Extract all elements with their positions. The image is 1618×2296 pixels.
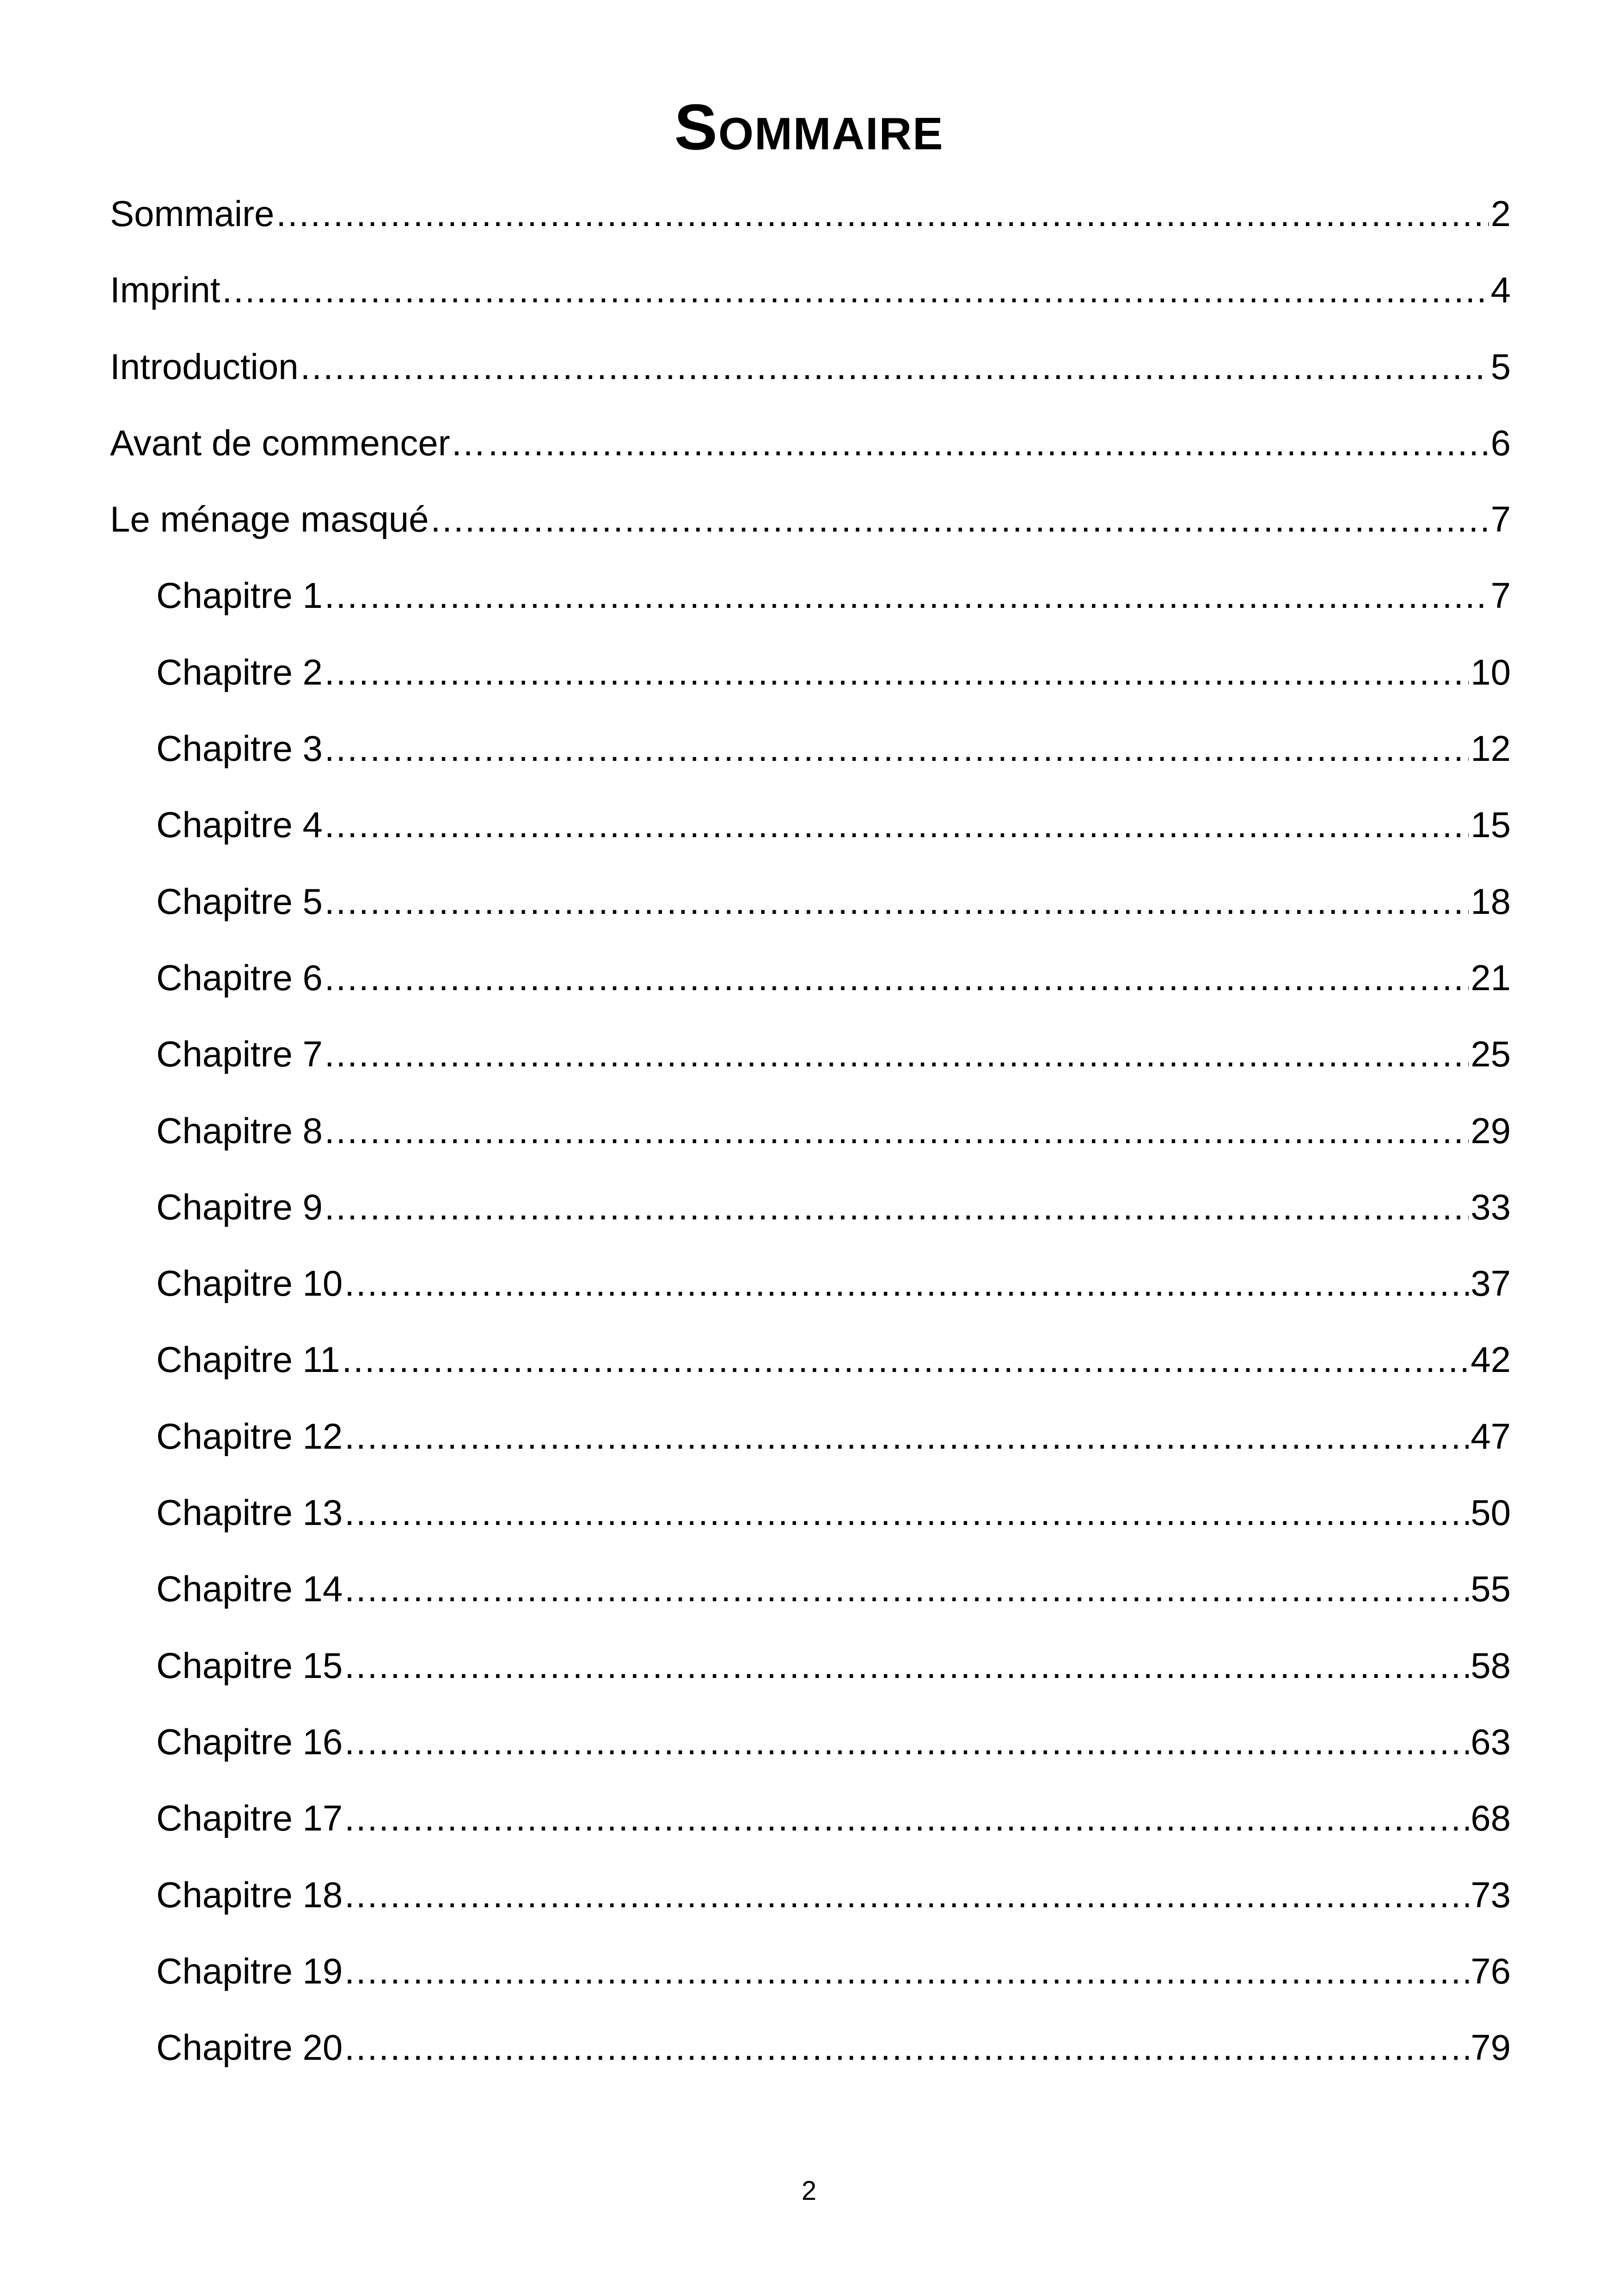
toc-dot-leader: [344, 1560, 1469, 1618]
toc-dot-leader: [344, 1637, 1469, 1695]
toc-entry-label: Le ménage masqué: [110, 499, 429, 540]
toc-entry[interactable]: [110, 1178, 1511, 1255]
toc-dot-leader: [488, 414, 1489, 472]
toc-entry-page-number: 79: [1471, 2027, 1511, 2068]
toc-entry-label: Chapitre 12: [156, 1415, 343, 1457]
page-title: Sommaire: [674, 91, 944, 163]
toc-entry-label: Introduction: [110, 346, 299, 387]
toc-entry-page-number: 18: [1471, 881, 1511, 922]
toc-entry[interactable]: [110, 414, 1511, 490]
toc-entry[interactable]: [110, 949, 1511, 1025]
toc-entry-label: Chapitre 19: [156, 1950, 343, 1991]
toc-dot-leader: [325, 949, 1469, 1007]
toc-dot-leader: [344, 1866, 1469, 1924]
toc-dot-leader: [325, 1102, 1469, 1160]
toc-entry[interactable]: [110, 1408, 1511, 1484]
toc-entry-page-number: 6: [1490, 422, 1511, 463]
toc-dot-leader: [300, 338, 1489, 396]
toc-entry[interactable]: [110, 490, 1511, 567]
toc-entry-page-number: 4: [1490, 269, 1511, 311]
toc-entry-page-number: 12: [1471, 728, 1511, 769]
toc-entry[interactable]: [110, 567, 1511, 643]
toc-dot-leader: [222, 261, 1489, 319]
toc-dot-leader: [344, 1408, 1469, 1465]
toc-entry-page-number: 33: [1471, 1186, 1511, 1227]
toc-dot-leader: [325, 567, 1489, 625]
toc-entry[interactable]: [110, 1866, 1511, 1942]
toc-entry[interactable]: [110, 1255, 1511, 1331]
toc-dot-leader: [430, 490, 1489, 548]
toc-dot-leader: [344, 1789, 1469, 1847]
toc-entry[interactable]: [110, 1025, 1511, 1102]
page-number: 2: [801, 2176, 817, 2206]
table-of-contents: [110, 185, 1511, 2095]
toc-entry-page-number: 73: [1471, 1874, 1511, 1915]
toc-dot-leader: [344, 1713, 1469, 1771]
toc-entry[interactable]: [110, 796, 1511, 872]
toc-entry-label: Chapitre 20: [156, 2027, 343, 2068]
toc-entry-page-number: 58: [1471, 1645, 1511, 1686]
toc-entry-label: Chapitre 13: [156, 1492, 343, 1533]
toc-entry[interactable]: [110, 643, 1511, 720]
toc-dot-leader: [344, 1255, 1469, 1312]
toc-entry-label: Chapitre 6: [156, 957, 323, 998]
toc-entry[interactable]: [110, 2019, 1511, 2095]
toc-entry-label: Chapitre 14: [156, 1568, 343, 1610]
toc-entry-page-number: 68: [1471, 1798, 1511, 1839]
toc-entry-page-number: 21: [1471, 957, 1511, 998]
toc-entry-label: Chapitre 17: [156, 1798, 343, 1839]
toc-entry[interactable]: [110, 1713, 1511, 1789]
toc-entry[interactable]: [110, 720, 1511, 796]
toc-entry-label: Chapitre 11: [156, 1339, 340, 1380]
toc-entry[interactable]: [110, 1637, 1511, 1713]
toc-dot-leader: [325, 720, 1469, 778]
toc-entry[interactable]: [110, 1484, 1511, 1560]
toc-entry[interactable]: [110, 873, 1511, 949]
toc-entry-label: Chapitre 2: [156, 651, 323, 692]
toc-entry-page-number: 25: [1471, 1034, 1511, 1075]
toc-entry-page-number: 10: [1471, 651, 1511, 692]
toc-dot-leader: [344, 2019, 1469, 2076]
toc-entry-page-number: 15: [1471, 804, 1511, 845]
toc-entry[interactable]: [110, 1331, 1511, 1407]
toc-entry-label: Chapitre 18: [156, 1874, 343, 1915]
toc-entry-page-number: 42: [1471, 1339, 1511, 1380]
toc-entry-label: Chapitre 3: [156, 728, 323, 769]
toc-entry-page-number: 2: [1490, 193, 1511, 234]
toc-entry-label: Chapitre 1: [156, 575, 323, 616]
toc-entry[interactable]: [110, 1942, 1511, 2019]
toc-dot-leader: [276, 185, 1489, 243]
toc-entry[interactable]: [110, 261, 1511, 337]
toc-entry-page-number: 47: [1471, 1415, 1511, 1457]
toc-entry-label: Chapitre 15: [156, 1645, 343, 1686]
toc-entry[interactable]: [110, 1102, 1511, 1178]
toc-entry-page-number: 76: [1471, 1950, 1511, 1991]
toc-entry-label: Chapitre 8: [156, 1110, 323, 1151]
toc-dot-leader: [344, 1942, 1469, 2000]
toc-dot-leader: [342, 1331, 1469, 1389]
toc-entry-label: Avant de commencer…: [110, 422, 486, 463]
toc-entry[interactable]: [110, 185, 1511, 261]
toc-dot-leader: [325, 796, 1469, 854]
toc-entry-page-number: 7: [1490, 499, 1511, 540]
toc-entry-label: Chapitre 9: [156, 1186, 323, 1227]
toc-entry-label: Imprint: [110, 269, 221, 311]
toc-dot-leader: [344, 1484, 1469, 1542]
toc-dot-leader: [325, 1025, 1469, 1083]
toc-entry[interactable]: [110, 1789, 1511, 1866]
toc-entry-label: Chapitre 16: [156, 1721, 343, 1762]
toc-entry-page-number: 50: [1471, 1492, 1511, 1533]
toc-dot-leader: [325, 1178, 1469, 1236]
toc-entry-label: Chapitre 5: [156, 881, 323, 922]
toc-dot-leader: [325, 643, 1469, 701]
toc-entry-page-number: 7: [1490, 575, 1511, 616]
toc-entry-page-number: 5: [1490, 346, 1511, 387]
toc-entry-label: Sommaire: [110, 193, 275, 234]
toc-entry-label: Chapitre 7: [156, 1034, 323, 1075]
toc-entry-page-number: 37: [1471, 1263, 1511, 1304]
toc-entry-page-number: 29: [1471, 1110, 1511, 1151]
toc-dot-leader: [325, 873, 1469, 931]
toc-entry[interactable]: [110, 1560, 1511, 1636]
toc-entry[interactable]: [110, 338, 1511, 414]
toc-entry-page-number: 55: [1471, 1568, 1511, 1610]
toc-entry-label: Chapitre 10: [156, 1263, 343, 1304]
toc-entry-label: Chapitre 4: [156, 804, 323, 845]
toc-entry-page-number: 63: [1471, 1721, 1511, 1762]
